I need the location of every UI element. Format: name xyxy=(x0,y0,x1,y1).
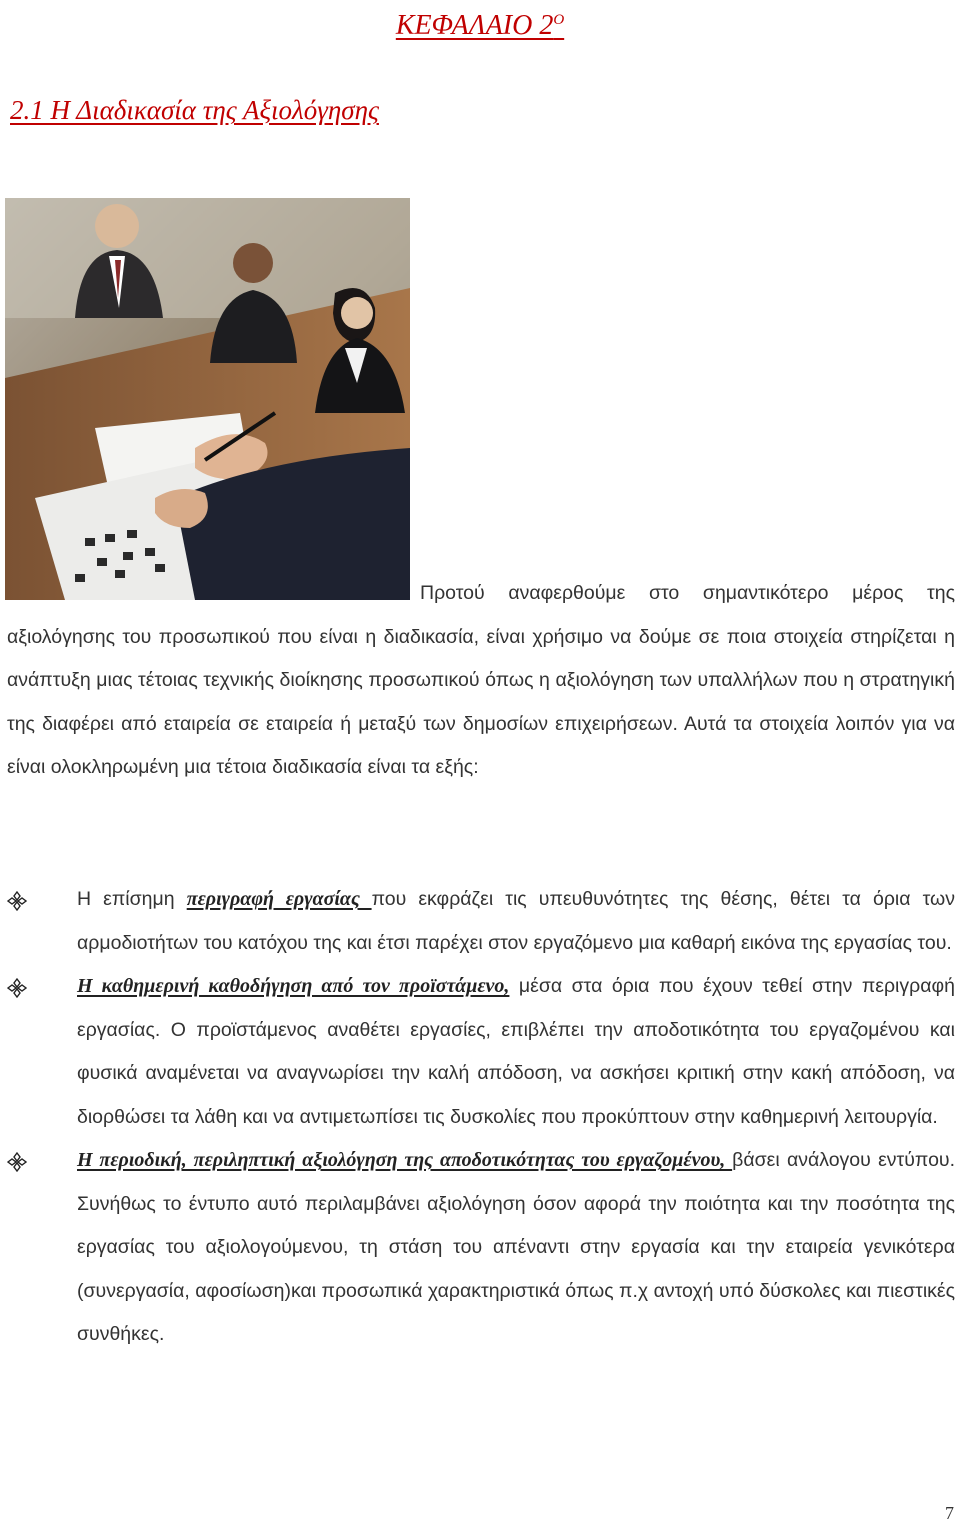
chapter-title-superscript: Ο xyxy=(553,12,565,28)
bullet-text: που εκφράζει τις υπευθυνότητες της θέσης, θέτει τα όρια των αρμοδιοτήτων του κατόχου της και έτσι παρέχει στον εργαζόμενο μια καθαρή εικόνα της εργασίας του. xyxy=(77,888,956,954)
four-diamond-bullet-icon xyxy=(7,1152,27,1172)
four-diamond-bullet-icon xyxy=(7,978,27,998)
bullet-list xyxy=(7,878,955,1357)
bullet-keyword: Η περιοδική, περιληπτική αξιολόγηση της αποδοτικότητας του εργαζομένου, xyxy=(77,1149,733,1171)
bullet-keyword: Η καθημερινή καθοδήγηση από τον προϊστάμενο, xyxy=(77,975,510,997)
bullet-item-periodic-evaluation xyxy=(7,1139,955,1357)
bullet-text: βάσει ανάλογου εντύπου. Συνήθως το έντυπο αυτό περιλαμβάνει αξιολόγηση όσον αφορά την ποιότητα και την ποσότητα της εργασίας του αξιολογούμενου, τη στάση του απέναντι στην εργασία και την εταιρεία γενικότερα (συνεργασία, αφοσίωση)και προσωπικά χαρακτηριστικά όπως π.χ αντοχή υπό δύσκολες και πιεστικές συνθήκες. xyxy=(77,1149,955,1345)
business-meeting-photo xyxy=(5,198,410,600)
section-title: 2.1 Η Διαδικασία της Αξιολόγησης xyxy=(10,95,379,125)
intro-text: Προτού αναφερθούμε στο σημαντικότερο μέρος της αξιολόγησης του προσωπικού που είναι η διαδικασία, είναι χρήσιμο να δούμε σε ποια στοιχεία στηρίζεται η ανάπτυξη μιας τέτοιας τεχνικής διοίκησης προσωπικού όπως η αξιολόγηση των υπαλλήλων που η στρατηγική της διαφέρει από εταιρεία σε εταιρεία ή μεταξύ των δημοσίων επιχειρήσεων. Αυτά τα στοιχεία λοιπόν για να είναι ολοκληρωμένη μια τέτοια διαδικασία είναι τα εξής: xyxy=(7,582,955,778)
four-diamond-bullet-icon xyxy=(7,891,27,911)
intro-paragraph xyxy=(7,572,955,790)
bullet-item-job-description xyxy=(7,878,955,965)
chapter-title xyxy=(0,2,960,44)
bullet-prefix: Η επίσημη xyxy=(77,888,187,910)
bullet-keyword: περιγραφή εργασίας xyxy=(186,888,372,910)
photo-spacer xyxy=(7,572,420,612)
chapter-title-text: ΚΕΦΑΛΑΙΟ 2 xyxy=(395,10,554,41)
bullet-text: μέσα στα όρια που έχουν τεθεί στην περιγραφή εργασίας. Ο προϊστάμενος αναθέτει εργασίες, επιβλέπει την αποδοτικότητα του εργαζομένου και φυσικά αναμένεται να αναγνωρίσει την καλή απόδοση, να ασκήσει κριτική στην κακή απόδοση, να διορθώσει τα λάθη και να αντιμετωπίσει τις δυσκολίες που προκύπτουν στην καθημερινή λειτουργία. xyxy=(77,975,955,1128)
bullet-item-daily-guidance xyxy=(7,965,955,1139)
page-number: 7 xyxy=(945,1503,954,1523)
